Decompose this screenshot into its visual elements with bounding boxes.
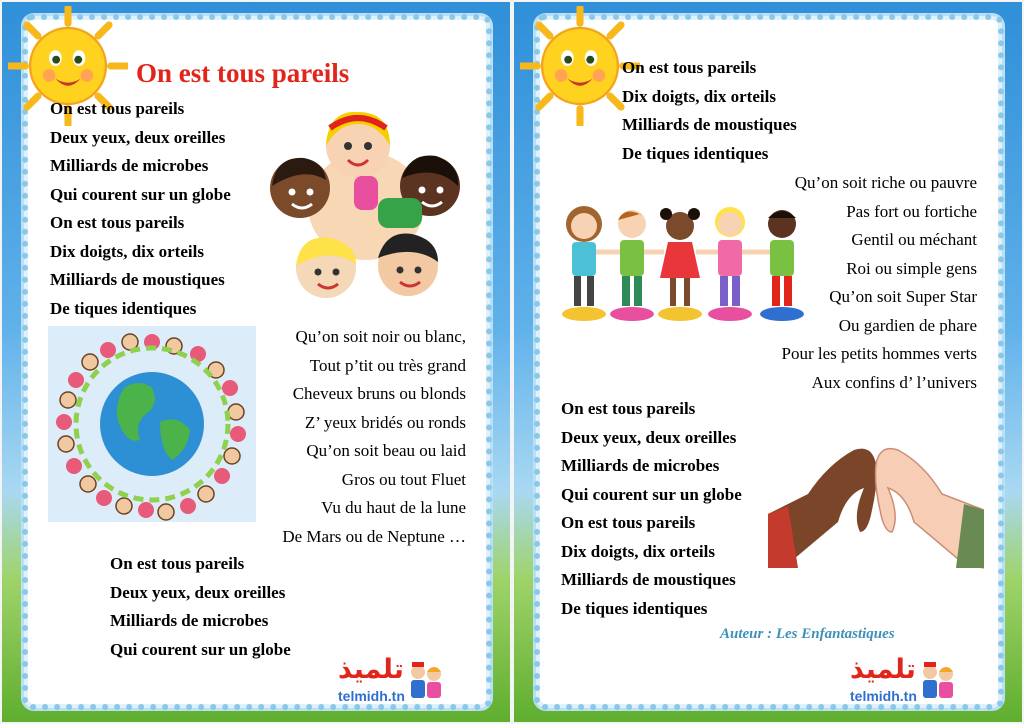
verse-line: Qu’on soit beau ou laid bbox=[306, 441, 466, 460]
chorus-list bbox=[110, 550, 291, 664]
verse-line: Dix doigts, dix orteils bbox=[622, 86, 776, 106]
left-page bbox=[2, 2, 510, 722]
verse-line: Qu’on soit Super Star bbox=[829, 287, 977, 306]
verse-line: Ou gardien de phare bbox=[838, 315, 977, 335]
logo-arabic-text: تلميذ bbox=[338, 654, 404, 685]
verse-line: Qui courent sur un globe bbox=[50, 184, 231, 204]
verse-line: Milliards de microbes bbox=[50, 156, 209, 175]
verse-line: Vu du haut de la lune bbox=[321, 498, 466, 517]
logo-arabic-text: تلميذ bbox=[850, 654, 916, 685]
chorus-line: Dix doigts, dix orteils bbox=[561, 541, 715, 561]
verse-line: Milliards de moustiques bbox=[50, 270, 225, 289]
verse-line: Milliards de moustiques bbox=[622, 115, 797, 134]
chorus-line: Milliards de microbes bbox=[110, 611, 269, 630]
chorus-line: Milliards de moustiques bbox=[561, 570, 736, 589]
verse-line: Pas fort ou fortiche bbox=[846, 201, 977, 221]
verse-list bbox=[622, 54, 797, 168]
heart-hands-illustration bbox=[768, 444, 984, 572]
telmidh-logo bbox=[848, 654, 958, 710]
verse-line: On est tous pareils bbox=[50, 213, 185, 232]
logo-latin-text: telmidh.tn bbox=[338, 688, 405, 704]
verse-line: Dix doigts, dix orteils bbox=[50, 241, 204, 261]
chorus-line: On est tous pareils bbox=[110, 554, 245, 573]
verse-line: De tiques identiques bbox=[50, 298, 197, 318]
logo-latin-text: telmidh.tn bbox=[850, 688, 917, 704]
verse-line: Qu’on soit riche ou pauvre bbox=[794, 173, 977, 192]
logo-kids-icon bbox=[920, 660, 956, 706]
kids-row-illustration bbox=[554, 192, 816, 324]
verse-list bbox=[50, 95, 231, 323]
poem-title: On est tous pareils bbox=[136, 58, 350, 88]
chorus-line: On est tous pareils bbox=[561, 513, 696, 532]
verse-line: Qu’on soit noir ou blanc, bbox=[295, 327, 466, 346]
globe-kids-illustration bbox=[48, 326, 256, 522]
chorus-line: De tiques identiques bbox=[561, 598, 708, 618]
chorus-line: On est tous pareils bbox=[561, 399, 696, 418]
verse-line: Deux yeux, deux oreilles bbox=[50, 127, 226, 147]
chorus-line: Milliards de microbes bbox=[561, 456, 720, 475]
verse-line: Gros ou tout Fluet bbox=[341, 469, 466, 489]
verse-line: Tout p’tit ou très grand bbox=[309, 355, 466, 375]
verse-line: Aux confins d’ l’univers bbox=[811, 372, 977, 392]
chorus-line: Qui courent sur un globe bbox=[110, 639, 291, 659]
right-page bbox=[514, 2, 1022, 722]
chorus-line: Deux yeux, deux oreilles bbox=[561, 427, 737, 447]
verse-line: Z’ yeux bridés ou ronds bbox=[304, 412, 466, 432]
verse-line: Cheveux bruns ou blonds bbox=[292, 384, 466, 403]
verse-line: On est tous pareils bbox=[622, 58, 757, 77]
verse-line: De Mars ou de Neptune … bbox=[282, 526, 466, 546]
verse-line: On est tous pareils bbox=[50, 99, 185, 118]
verse-line: Gentil ou méchant bbox=[851, 230, 977, 249]
kids-circle-illustration bbox=[260, 106, 472, 306]
verse-line: Roi ou simple gens bbox=[846, 258, 977, 278]
telmidh-logo bbox=[336, 654, 446, 710]
verse-list bbox=[782, 169, 977, 397]
verse-list bbox=[282, 323, 466, 551]
verse-line: Pour les petits hommes verts bbox=[781, 344, 977, 363]
logo-kids-icon bbox=[408, 660, 444, 706]
verse-line: De tiques identiques bbox=[622, 143, 769, 163]
chorus-list bbox=[561, 395, 742, 623]
chorus-line: Deux yeux, deux oreilles bbox=[110, 582, 286, 602]
author-credit: Auteur : Les Enfantastiques bbox=[720, 626, 895, 642]
chorus-line: Qui courent sur un globe bbox=[561, 484, 742, 504]
